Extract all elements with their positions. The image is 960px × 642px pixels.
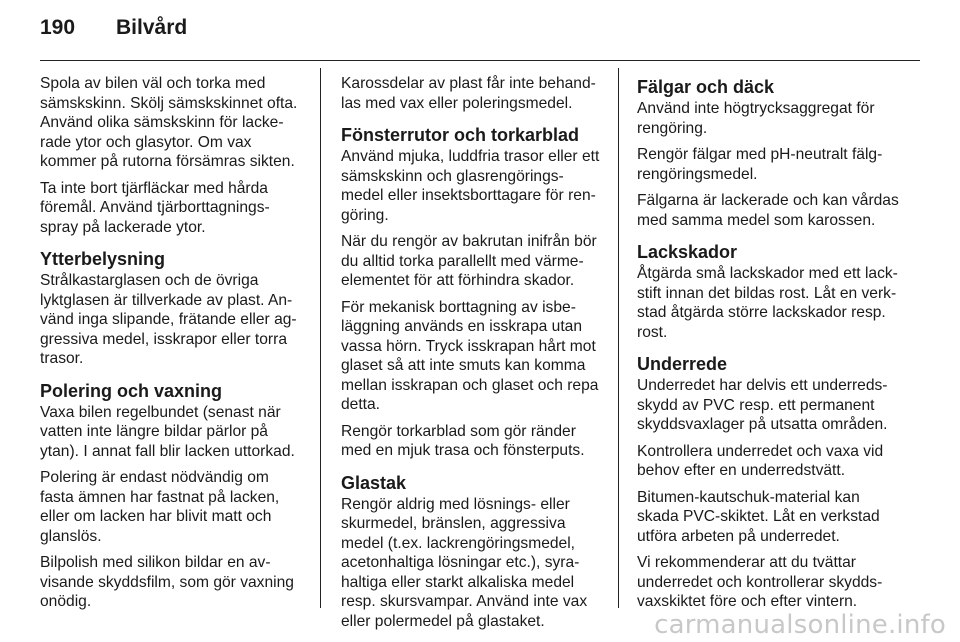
paragraph: Ta inte bort tjärfläckar med hårda föremål. Använd tjärborttagnings- spray på lackerade ytor. [40,179,270,236]
column-divider-2 [618,68,619,608]
paragraph: Spola av bilen väl och torka med sämskskinn. Skölj sämskskinnet ofta. Använd olika sämskskinn för lacke- rade ytor och glasytor. Om vax kommer på rutorna försämras sikten. [40,75,298,170]
paragraph: Rengör aldrig med lösnings- eller skurmedel, bränslen, aggressiva medel (t.ex. lackrengöringsmedel, acetonhaltiga lösningar etc.), syra- haltiga eller starkt alkaliska medel resp. skursvampar. Använd inte vax eller polermedel på glastaket. [341,495,588,630]
paragraph: Karossdelar av plast får inte behand- las med vax eller poleringsmedel. [341,75,596,112]
paragraph: Vaxa bilen regelbundet (senast när vatten inte längre bildar pärlor på ytan). I annat fall blir lacken uttorkad. [40,403,295,460]
paragraph: Kontrollera underredet och vaxa vid behov efter en underredstvätt. [637,442,884,479]
paragraph: När du rengör av bakrutan inifrån bör du alltid torka parallellt med värme- elementet för att förhindra skador. [341,233,597,289]
heading-fonsterrutor-och-torkarblad: Fönsterrutor och torkarblad [341,125,580,145]
watermark-text: carmanualsonline.info [654,610,946,640]
heading-glastak: Glastak [341,472,407,493]
section-title: Bilvård [116,16,188,39]
paragraph: Rengör fälgar med pH-neutralt fälg- rengöringsmedel. [637,146,883,183]
paragraph: För mekanisk borttagning av isbe- läggning används en isskrapa utan vassa hörn. Tryck isskrapan hårt mot glaset så att inte smuts kan komma mellan isskrapan och glaset och repa detta. [341,298,599,413]
heading-polering-och-vaxning: Polering och vaxning [40,380,223,401]
paragraph: Åtgärda små lackskador med ett lack- stift innan det bildas rost. Låt en verk- stad åtgärda större lackskador resp. rost. [637,265,898,341]
paragraph: Rengör torkarblad som gör ränder med en mjuk trasa och fönsterputs. [341,422,585,459]
paragraph: Använd inte högtrycksaggregat för rengöring. [637,100,875,137]
page-header [40,16,187,48]
column-divider-1 [320,68,321,608]
paragraph: Vi rekommenderar att du tvättar underredet och kontrollerar skydds- vaxskiktet före och efter vintern. [637,554,883,610]
paragraph: Bitumen-kautschuk-material kan skada PVC-skiktet. Låt en verkstad utföra arbeten på underredet. [637,488,880,545]
heading-ytterbelysning: Ytterbelysning [40,249,166,269]
paragraph: Strålkastarglasen och de övriga lyktglasen är tillverkade av plast. An- vänd inga slipande, frätande eller ag- gressiva medel, isskrapor eller torra trasor. [40,272,297,367]
column-2 [341,74,605,638]
header-rule [40,60,920,61]
paragraph: Underredet har delvis ett underreds- skydd av PVC resp. ett permanent skyddsvaxlager på utsatta områden. [637,377,888,433]
column-3 [637,74,901,619]
page-number: 190 [40,16,76,39]
paragraph: Använd mjuka, luddfria trasor eller ett sämskskinn och glasrengörings- medel eller insektsborttagare för ren- göring. [341,148,600,224]
heading-underrede: Underrede [637,354,728,374]
paragraph: Polering är endast nödvändig om fasta ämnen har fastnat på lacken, eller om lacken har blivit matt och glanslös. [40,469,280,545]
paragraph: Bilpolish med silikon bildar en av- visande skyddsfilm, som gör vaxning onödig. [40,554,294,610]
heading-lackskador: Lackskador [637,242,738,262]
paragraph: Fälgarna är lackerade och kan vårdas med samma medel som karossen. [637,192,899,229]
heading-falgar-och-dack: Fälgar och däck [637,77,775,97]
column-1 [40,74,304,619]
